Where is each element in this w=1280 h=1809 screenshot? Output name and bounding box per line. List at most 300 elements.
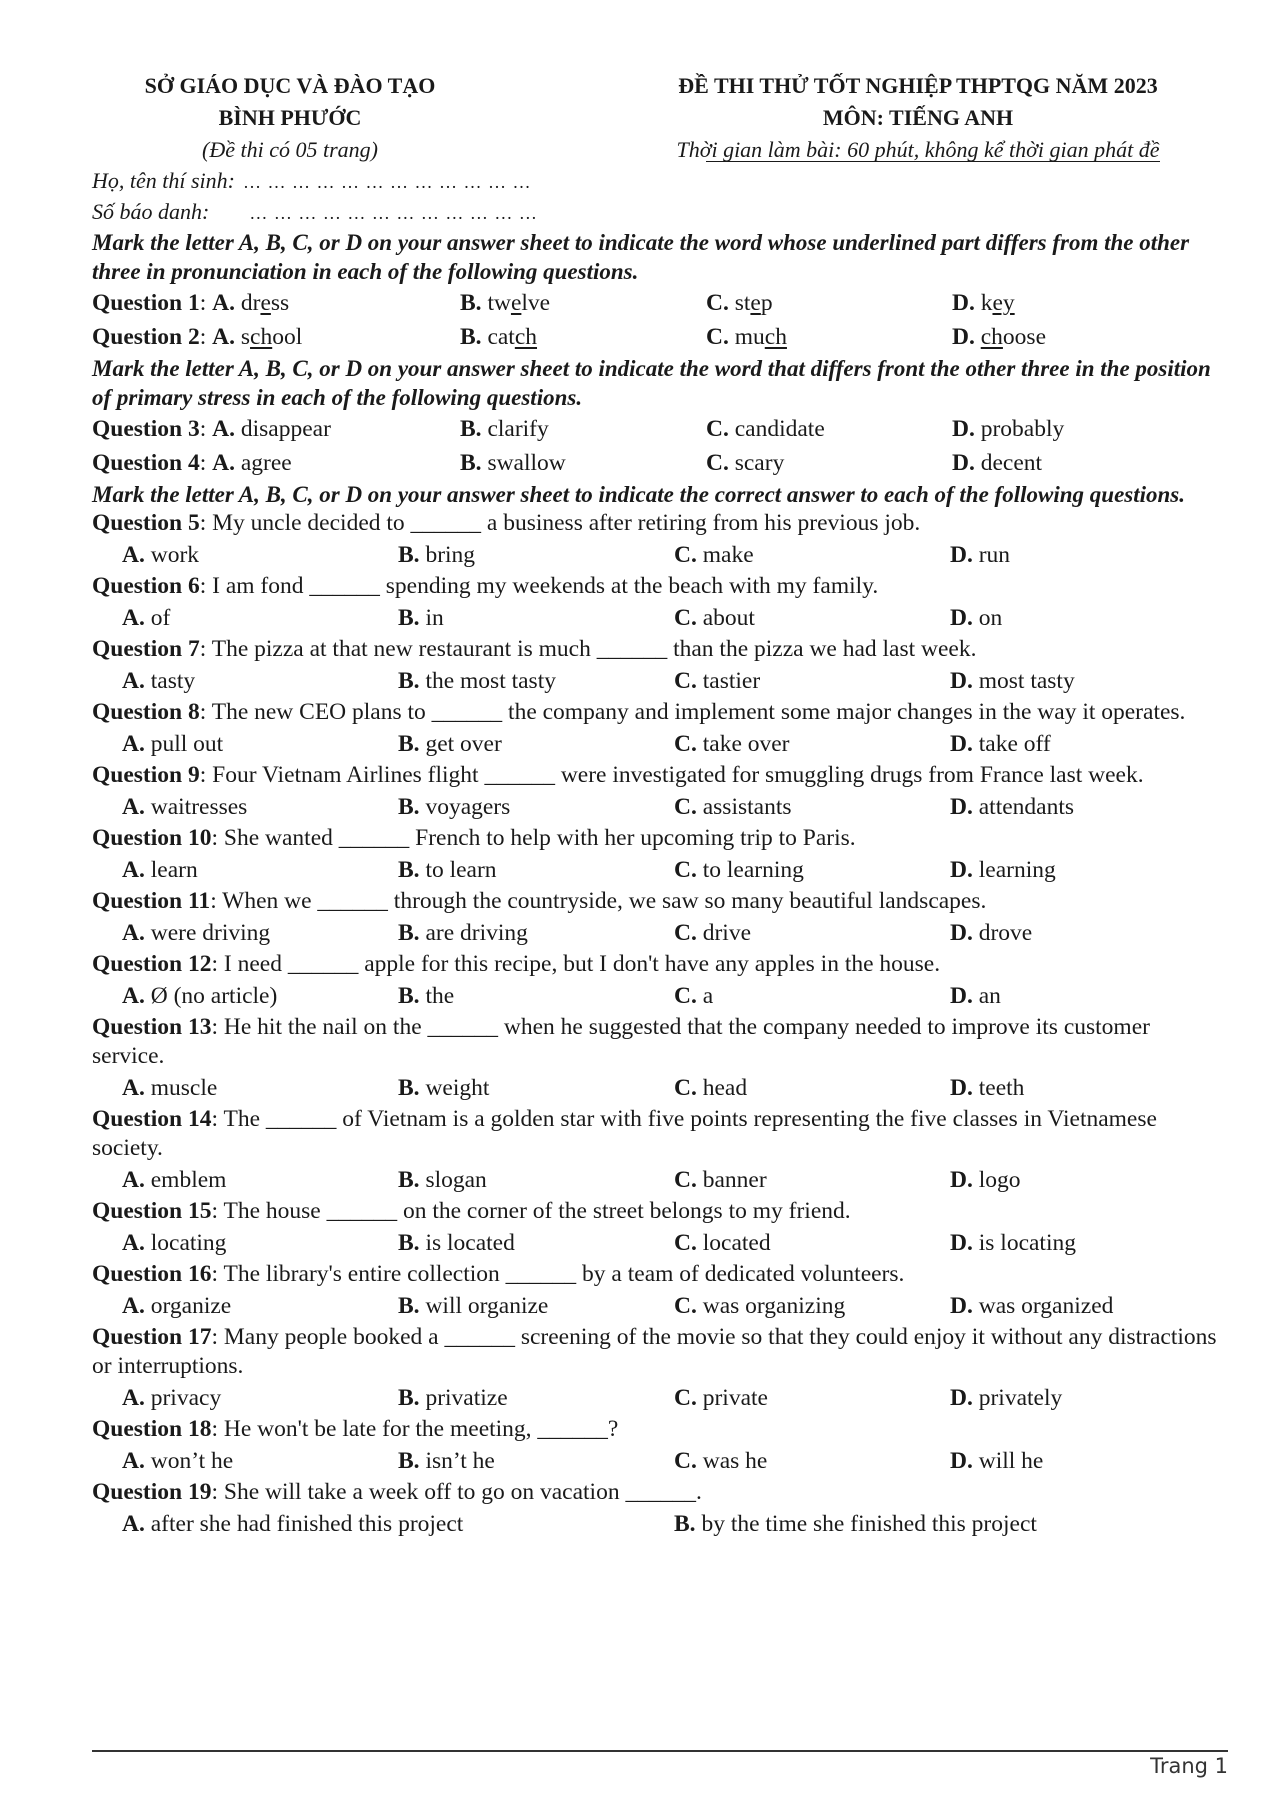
answer-option[interactable] [122, 1381, 398, 1415]
province-name: BÌNH PHƯỚC [218, 105, 362, 130]
question-item [92, 1197, 1228, 1260]
question-label: Question 6 [92, 573, 200, 599]
answer-option[interactable] [674, 916, 950, 950]
question-item [92, 1323, 1228, 1415]
option-letter: D. [950, 605, 973, 631]
option-letter: A. [122, 542, 145, 568]
option-letter: C. [674, 1230, 697, 1256]
question-text: I need ______ apple for this recipe, but I don't have any apples in the house. [223, 951, 941, 977]
question-item [92, 635, 1228, 698]
option-text: swallow [487, 450, 566, 476]
option-text: attendants [978, 794, 1075, 820]
option-letter: D. [950, 983, 973, 1009]
question-label: Question 4 [92, 450, 200, 476]
candidate-id-line [92, 197, 1228, 228]
question-item [92, 572, 1228, 635]
question-text: The new CEO plans to ______ the company and implement some major changes in the way it operates. [211, 699, 1186, 725]
question-text: I am fond ______ spending my weekends at the beach with my family. [212, 573, 879, 599]
option-cell [706, 412, 952, 446]
option-text: teeth [978, 1075, 1025, 1101]
option-letter: D. [952, 450, 975, 476]
option-text: slogan [425, 1167, 487, 1193]
option-letter: C. [674, 1385, 697, 1411]
question-text: Four Vietnam Airlines flight ______ were investigated for smuggling drugs from France last week. [212, 762, 1144, 788]
option-word-start: st [734, 290, 751, 316]
answer-option[interactable] [674, 1071, 950, 1105]
answer-option[interactable] [398, 1381, 674, 1415]
answer-option[interactable] [674, 1163, 950, 1197]
answer-option[interactable] [122, 1226, 398, 1260]
option-letter: D. [950, 1293, 973, 1319]
question-text: Many people booked a ______ screening of the movie so that they could enjoy it without any distractions or interruptions. [92, 1324, 1217, 1379]
option-letter: C. [706, 416, 729, 442]
question-label: Question 12 [92, 951, 212, 977]
answer-option[interactable] [674, 1507, 1226, 1541]
option-word-end: ss [270, 290, 290, 316]
exam-header [92, 70, 1228, 166]
answer-option[interactable] [950, 1163, 1226, 1197]
option-letter: D. [950, 1075, 973, 1101]
answer-option[interactable] [398, 1071, 674, 1105]
answer-option[interactable] [674, 1226, 950, 1260]
option-letter: A. [122, 668, 145, 694]
option-letter: A. [122, 857, 145, 883]
option-cell [460, 412, 706, 446]
question-stem: Question 6: I am fond ______ spending my weekends at the beach with my family. [92, 573, 879, 599]
option-letter: B. [398, 857, 420, 883]
answer-option[interactable] [950, 853, 1226, 887]
answer-option[interactable] [950, 601, 1226, 635]
option-text: is located [425, 1230, 515, 1256]
option-text: voyagers [425, 794, 511, 820]
answer-options [92, 1163, 1228, 1197]
option-text: take over [702, 731, 790, 757]
option-cell [460, 320, 706, 354]
candidate-id-label: Số báo danh: [92, 199, 210, 224]
underlined-letters: ch [980, 324, 1003, 350]
header-left [92, 70, 488, 166]
answer-option[interactable] [398, 1444, 674, 1478]
answer-option[interactable] [122, 1444, 398, 1478]
option-letter: B. [398, 920, 420, 946]
option-letter: B. [460, 290, 482, 316]
candidate-name-label: Họ, tên thí sinh: [92, 168, 235, 193]
option-text: private [702, 1385, 768, 1411]
option-letter: D. [950, 920, 973, 946]
question-stem: Question 16: The library's entire collection ______ by a team of dedicated volunteers. [92, 1261, 905, 1287]
option-text: learning [978, 857, 1056, 883]
question-item [92, 950, 1228, 1013]
answer-option[interactable] [674, 664, 950, 698]
question-stem: Question 19: She will take a week off to go on vacation ______. [92, 1479, 702, 1505]
answer-option[interactable] [398, 601, 674, 635]
option-text: organize [150, 1293, 232, 1319]
answer-option[interactable] [950, 538, 1226, 572]
option-letter: B. [398, 1293, 420, 1319]
option-cell [460, 446, 706, 480]
option-cell [952, 286, 1198, 320]
option-letter: C. [674, 731, 697, 757]
option-text: tastier [702, 668, 761, 694]
option-text: to learning [702, 857, 804, 883]
option-text: drive [702, 920, 752, 946]
answer-option[interactable] [122, 916, 398, 950]
option-letter: B. [398, 731, 420, 757]
question-stem: Question 7: The pizza at that new restaurant is much ______ than the pizza we had last week. [92, 636, 977, 662]
answer-option[interactable] [674, 727, 950, 761]
question-text: The ______ of Vietnam is a golden star with five points representing the five classes in Vietnamese society. [92, 1106, 1157, 1161]
option-text: of [150, 605, 171, 631]
answer-option[interactable] [398, 979, 674, 1013]
option-cell: Question 3: A. disappear [92, 416, 331, 442]
question-label: Question 16 [92, 1261, 212, 1287]
option-text: in [425, 605, 444, 631]
option-word-start: k [980, 290, 993, 316]
time-limit: Thời gian làm bài: 60 phút, không kể thời gian phát đề [676, 134, 1159, 166]
option-cell [706, 446, 952, 480]
question-stem: Question 10: She wanted ______ French to help with her upcoming trip to Paris. [92, 825, 856, 851]
option-letter: D. [952, 324, 975, 350]
option-word-start: dr [240, 290, 261, 316]
question-text: She will take a week off to go on vacation ______. [223, 1479, 702, 1505]
option-letter: B. [460, 416, 482, 442]
page-count-note: (Đề thi có 05 trang) [202, 137, 378, 162]
option-text: tasty [150, 668, 196, 694]
question-text: She wanted ______ French to help with her upcoming trip to Paris. [223, 825, 856, 851]
question-stem: Question 11: When we ______ through the countryside, we saw so many beautiful landscapes. [92, 888, 987, 914]
answer-option[interactable] [122, 538, 398, 572]
question-stem: Question 18: He won't be late for the meeting, ______? [92, 1416, 619, 1442]
answer-option[interactable] [122, 979, 398, 1013]
option-text: drove [978, 920, 1033, 946]
question-label: Question 2 [92, 324, 200, 350]
option-letter: C. [674, 1293, 697, 1319]
option-letter: B. [398, 605, 420, 631]
pronunciation-questions [92, 286, 1228, 354]
answer-option[interactable] [950, 727, 1226, 761]
option-letter: B. [398, 1167, 420, 1193]
answer-option[interactable] [950, 1381, 1226, 1415]
option-text: take off [978, 731, 1051, 757]
option-letter: D. [950, 1167, 973, 1193]
option-text: weight [425, 1075, 490, 1101]
question-label: Question 19 [92, 1479, 212, 1505]
answer-option[interactable] [398, 727, 674, 761]
option-cell: Question 4: A. agree [92, 450, 292, 476]
answer-option[interactable] [674, 1289, 950, 1323]
option-text: was organizing [702, 1293, 846, 1319]
option-letter: A. [122, 1511, 145, 1537]
footer-divider [92, 1750, 1228, 1752]
exam-title: ĐỀ THI THỬ TỐT NGHIỆP THPTQG NĂM 2023 [678, 73, 1158, 98]
question-stem: Question 5: My uncle decided to ______ a business after retiring from his previous job. [92, 510, 921, 536]
header-right [608, 70, 1228, 166]
question-stem: Question 13: He hit the nail on the ______ when he suggested that the company needed to improve its customer service. [92, 1014, 1150, 1069]
option-cell: Question 1: A. dress [92, 290, 290, 316]
option-text: will organize [425, 1293, 549, 1319]
underlined-letters: e [510, 290, 522, 316]
option-letter: A. [122, 1385, 145, 1411]
option-text: clarify [487, 416, 549, 442]
answer-option[interactable] [950, 790, 1226, 824]
option-letter: C. [706, 450, 729, 476]
answer-options [92, 1071, 1228, 1105]
answer-option[interactable] [398, 1289, 674, 1323]
option-text: by the time she finished this project [701, 1511, 1037, 1537]
question-label: Question 14 [92, 1106, 212, 1132]
underlined-letters: e [750, 290, 761, 316]
answer-options [92, 601, 1228, 635]
option-letter: A. [122, 1448, 145, 1474]
option-text: privately [978, 1385, 1063, 1411]
option-word-end: lve [521, 290, 551, 316]
answer-option[interactable] [122, 664, 398, 698]
instruction-stress: Mark the letter A, B, C, or D on your answer sheet to indicate the word that differs front the other three in the position of primary stress in each of the following questions. [92, 356, 1211, 410]
option-text: muscle [150, 1075, 218, 1101]
question-item [92, 887, 1228, 950]
option-letter: D. [952, 416, 975, 442]
option-letter: A. [122, 920, 145, 946]
option-letter: A. [122, 1075, 145, 1101]
answer-options [92, 916, 1228, 950]
answer-option[interactable] [950, 979, 1226, 1013]
answer-option[interactable] [122, 1163, 398, 1197]
option-letter: D. [950, 542, 973, 568]
option-letter: D. [950, 794, 973, 820]
question-label: Question 1 [92, 290, 200, 316]
underlined-letters: ch [250, 324, 273, 350]
option-text: won’t he [150, 1448, 234, 1474]
option-text: assistants [702, 794, 792, 820]
option-text: learn [150, 857, 198, 883]
instruction-correct-answer: Mark the letter A, B, C, or D on your answer sheet to indicate the correct answer to each of the following questions. [92, 482, 1185, 507]
question-row [92, 320, 1228, 354]
option-cell [706, 286, 952, 320]
option-letter: D. [950, 1385, 973, 1411]
question-label: Question 3 [92, 416, 200, 442]
option-letter: C. [674, 794, 697, 820]
option-text: most tasty [978, 668, 1075, 694]
option-letter: D. [952, 290, 975, 316]
answer-option[interactable] [674, 601, 950, 635]
answer-option[interactable] [674, 979, 950, 1013]
answer-option[interactable] [950, 1444, 1226, 1478]
question-label: Question 13 [92, 1014, 212, 1040]
option-letter: C. [674, 857, 697, 883]
question-stem: Question 12: I need ______ apple for this recipe, but I don't have any apples in the house. [92, 951, 941, 977]
answer-option[interactable] [398, 1226, 674, 1260]
question-label: Question 7 [92, 636, 200, 662]
option-text: agree [240, 450, 292, 476]
answer-option[interactable] [398, 664, 674, 698]
answer-options [92, 1226, 1228, 1260]
option-text: privatize [425, 1385, 508, 1411]
answer-options [92, 1289, 1228, 1323]
question-label: Question 11 [92, 888, 211, 914]
answer-option[interactable] [950, 664, 1226, 698]
option-letter: B. [398, 1385, 420, 1411]
option-letter: D. [950, 731, 973, 757]
question-item [92, 1478, 1228, 1541]
question-label: Question 8 [92, 699, 200, 725]
option-text: after she had finished this project [150, 1511, 464, 1537]
option-text: was he [702, 1448, 768, 1474]
option-text: get over [425, 731, 502, 757]
answer-option[interactable] [674, 790, 950, 824]
option-letter: C. [674, 1448, 697, 1474]
department-name: SỞ GIÁO DỤC VÀ ĐÀO TẠO [144, 73, 436, 98]
candidate-id-dots: … … … … … … … … … … … … [249, 203, 538, 223]
option-text: logo [978, 1167, 1021, 1193]
option-letter: B. [398, 983, 420, 1009]
answer-options [92, 538, 1228, 572]
option-letter: A. [122, 1167, 145, 1193]
answer-option[interactable] [674, 1444, 950, 1478]
option-letter: A. [212, 290, 235, 316]
answer-option[interactable] [122, 853, 398, 887]
option-text: candidate [734, 416, 825, 442]
answer-option[interactable] [122, 790, 398, 824]
answer-option[interactable] [398, 853, 674, 887]
option-letter: D. [950, 857, 973, 883]
option-letter: A. [122, 605, 145, 631]
option-word-end: oose [1002, 324, 1046, 350]
option-letter: C. [706, 324, 729, 350]
option-text: isn’t he [425, 1448, 495, 1474]
option-letter: C. [674, 605, 697, 631]
option-letter: A. [122, 1230, 145, 1256]
question-text: The pizza at that new restaurant is much ______ than the pizza we had last week. [211, 636, 977, 662]
option-text: is locating [978, 1230, 1076, 1256]
question-stem: Question 15: The house ______ on the corner of the street belongs to my friend. [92, 1198, 851, 1224]
option-letter: B. [398, 1075, 420, 1101]
option-text: pull out [150, 731, 224, 757]
question-item [92, 509, 1228, 572]
option-letter: D. [950, 668, 973, 694]
option-word-start: tw [487, 290, 511, 316]
question-item [92, 698, 1228, 761]
answer-options [92, 727, 1228, 761]
subject-title: MÔN: TIẾNG ANH [822, 105, 1014, 130]
answer-option[interactable] [122, 1507, 674, 1541]
option-text: privacy [150, 1385, 222, 1411]
answer-option[interactable] [950, 1071, 1226, 1105]
answer-option[interactable] [674, 538, 950, 572]
answer-option[interactable] [398, 790, 674, 824]
answer-option[interactable] [674, 1381, 950, 1415]
answer-option[interactable] [398, 1163, 674, 1197]
option-letter: D. [950, 1230, 973, 1256]
answer-options [92, 664, 1228, 698]
option-text: banner [702, 1167, 767, 1193]
option-text: emblem [150, 1167, 227, 1193]
question-text: When we ______ through the countryside, we saw so many beautiful landscapes. [222, 888, 987, 914]
question-row [92, 412, 1228, 446]
candidate-name-line [92, 166, 1228, 197]
option-cell: Question 2: A. school [92, 324, 303, 350]
underlined-letters: ch [764, 324, 787, 350]
question-text: He won't be late for the meeting, ______? [223, 1416, 619, 1442]
option-letter: B. [398, 1230, 420, 1256]
answer-options [92, 853, 1228, 887]
option-letter: B. [460, 450, 482, 476]
question-label: Question 18 [92, 1416, 212, 1442]
question-item [92, 1013, 1228, 1105]
answer-options [92, 1444, 1228, 1478]
question-label: Question 5 [92, 510, 200, 536]
answer-option[interactable] [950, 916, 1226, 950]
option-letter: C. [674, 542, 697, 568]
answer-option[interactable] [398, 916, 674, 950]
option-letter: A. [122, 1293, 145, 1319]
option-letter: C. [674, 668, 697, 694]
option-text: run [978, 542, 1011, 568]
exam-page [92, 70, 1228, 1541]
option-word-start: mu [734, 324, 765, 350]
option-text: to learn [425, 857, 497, 883]
option-text: were driving [150, 920, 271, 946]
page-number: Trang 1 [1150, 1754, 1228, 1778]
option-letter: A. [212, 324, 235, 350]
option-text: Ø (no article) [150, 983, 278, 1009]
option-letter: C. [674, 920, 697, 946]
underlined-letters: e [260, 290, 271, 316]
answer-option[interactable] [398, 538, 674, 572]
option-text: will he [978, 1448, 1044, 1474]
question-item [92, 1105, 1228, 1197]
option-text: located [702, 1230, 771, 1256]
option-text: are driving [425, 920, 528, 946]
underlined-letters: ey [992, 290, 1015, 316]
option-letter: C. [674, 983, 697, 1009]
option-text: head [702, 1075, 748, 1101]
question-item [92, 761, 1228, 824]
answer-options [92, 979, 1228, 1013]
option-text: probably [980, 416, 1065, 442]
question-item [92, 1415, 1228, 1478]
answer-option[interactable] [950, 1226, 1226, 1260]
option-letter: C. [674, 1167, 697, 1193]
option-cell [952, 412, 1198, 446]
answer-option[interactable] [122, 727, 398, 761]
option-letter: D. [950, 1448, 973, 1474]
option-text: scary [734, 450, 785, 476]
option-text: was organized [978, 1293, 1114, 1319]
underlined-letters: ch [514, 324, 538, 350]
answer-option[interactable] [122, 1289, 398, 1323]
option-word-start: cat [487, 324, 515, 350]
question-text: He hit the nail on the ______ when he suggested that the company needed to improve its customer service. [92, 1014, 1150, 1069]
question-item [92, 1260, 1228, 1323]
answer-option[interactable] [950, 1289, 1226, 1323]
option-letter: C. [706, 290, 729, 316]
option-letter: A. [212, 450, 235, 476]
option-word-start: s [240, 324, 251, 350]
option-letter: A. [122, 983, 145, 1009]
answer-option[interactable] [122, 1071, 398, 1105]
answer-option[interactable] [674, 853, 950, 887]
option-letter: A. [212, 416, 235, 442]
answer-option[interactable] [122, 601, 398, 635]
answer-options [92, 1507, 1228, 1541]
answer-options [92, 1381, 1228, 1415]
option-text: the [425, 983, 455, 1009]
option-letter: C. [674, 1075, 697, 1101]
question-stem: Question 9: Four Vietnam Airlines flight ______ were investigated for smuggling drugs from France last week. [92, 762, 1144, 788]
question-item [92, 824, 1228, 887]
option-letter: A. [122, 731, 145, 757]
option-cell [706, 320, 952, 354]
